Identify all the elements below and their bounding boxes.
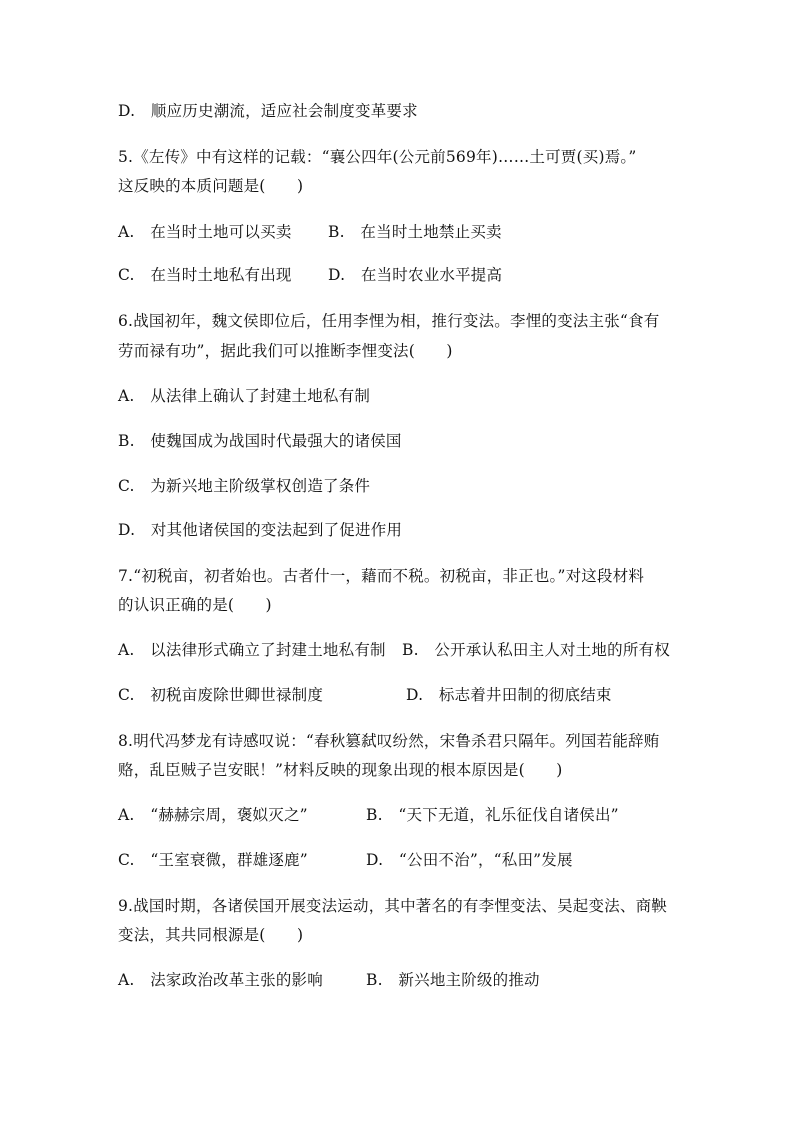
q6-option-c: C. 为新兴地主阶级掌权创造了条件 [118,477,371,495]
q8-option-b: B. “天下无道，礼乐征伐自诸侯出” [366,806,619,824]
q9-stem-line-2: 变法，其共同根源是( ) [118,926,304,944]
q5-option-c: C. 在当时土地私有出现 [118,266,292,284]
q6-option-b: B. 使魏国成为战国时代最强大的诸侯国 [118,432,402,450]
q8-stem-line-2: 赂，乱臣贼子岂安眠！”材料反映的现象出现的根本原因是( ) [118,761,563,779]
q9-option-b: B. 新兴地主阶级的推动 [366,971,540,989]
q6-option-d: D. 对其他诸侯国的变法起到了促进作用 [118,521,403,539]
q6-option-a: A. 从法律上确认了封建土地私有制 [118,387,371,405]
q8-stem-line-1: 8.明代冯梦龙有诗感叹说：“春秋篡弑叹纷然，宋鲁杀君只隔年。列国若能辞贿 [118,732,660,750]
q6-stem-line-2: 劳而禄有功”，据此我们可以推断李悝变法( ) [118,342,453,360]
q7-option-b: B. 公开承认私田主人对土地的所有权 [402,641,670,659]
q5-stem-line-1: 5.《左传》中有这样的记载：“襄公四年(公元前569年)……土可贾(买)焉。” [118,148,637,166]
q8-options-row-2 [118,850,573,870]
q7-stem-line-1: 7.“初税亩，初者始也。古者什一，藉而不税。初税亩，非正也。”对这段材料 [118,567,645,585]
q9-stem-line-1: 9.战国时期，各诸侯国开展变法运动，其中著名的有李悝变法、吴起变法、商鞅 [118,897,667,915]
q4-option-d: D. 顺应历史潮流，适应社会制度变革要求 [118,102,418,120]
q8-option-d: D. “公田不治”，“私田”发展 [366,851,573,869]
q7-option-d: D. 标志着井田制的彻底结束 [406,686,612,704]
q7-options-row-1 [118,640,670,660]
q6-stem-line-1: 6.战国初年，魏文侯即位后，任用李悝为相，推行变法。李悝的变法主张“食有 [118,312,660,330]
q5-options-row-1 [118,222,502,242]
q7-stem-line-2: 的认识正确的是( ) [118,596,272,614]
q8-option-a: A. “赫赫宗周，褒姒灭之” [118,806,308,824]
q7-option-c: C. 初税亩废除世卿世禄制度 [118,686,324,704]
q8-options-row-1 [118,805,619,825]
q9-option-a: A. 法家政治改革主张的影响 [118,971,323,989]
q5-stem-line-2: 这反映的本质问题是( ) [118,177,304,195]
q7-option-a: A. 以法律形式确立了封建土地私有制 [118,641,386,659]
q5-option-a: A. 在当时土地可以买卖 [118,223,292,241]
q9-options-row-1 [118,970,540,990]
q5-option-d: D. 在当时农业水平提高 [328,266,503,284]
q7-options-row-2 [118,685,612,705]
q8-option-c: C. “王室衰微，群雄逐鹿” [118,851,308,869]
q5-option-b: B. 在当时土地禁止买卖 [328,223,502,241]
q5-options-row-2 [118,265,503,285]
